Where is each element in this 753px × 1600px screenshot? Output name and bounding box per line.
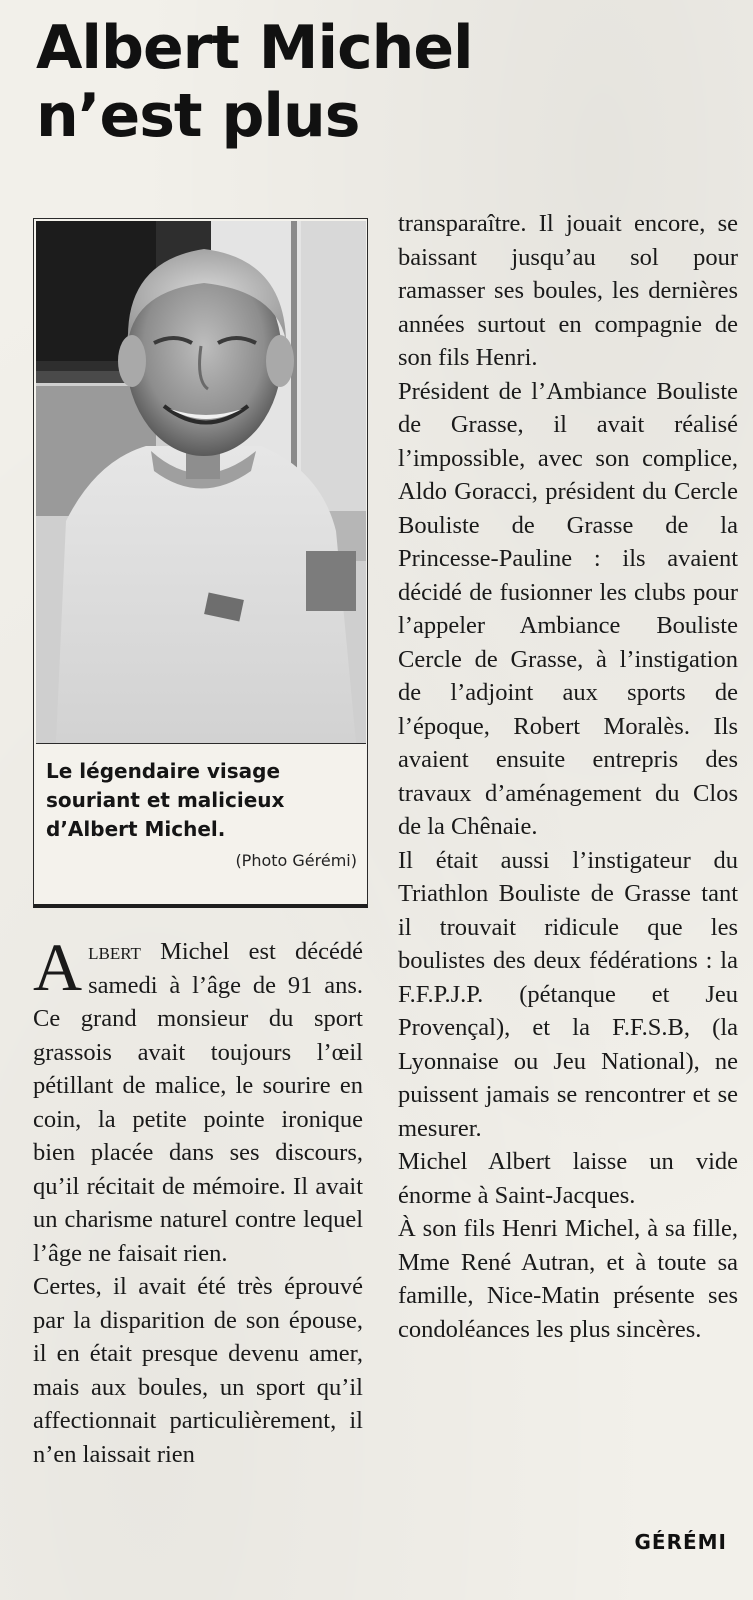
- headline-line-2: n’est plus: [36, 81, 360, 151]
- photo-box: [33, 218, 368, 908]
- photo-credit: (Photo Gérémi): [235, 851, 357, 870]
- headline-line-1: Albert Michel: [36, 13, 473, 83]
- author-signature: GÉRÉMI: [634, 1530, 727, 1554]
- article-paragraph-6: À son fils Henri Michel, à sa fille, Mme René Autran, et à toute sa famille, Nice-Matin présente ses condoléances les plus sincères.: [398, 1215, 738, 1343]
- article-paragraph-2-continued: transparaître. Il jouait encore, se baissant jusqu’au sol pour ramasser ses boules, les dernières années surtout en compagnie de son fils Henri.: [398, 210, 738, 371]
- article-column-right: [398, 207, 738, 1346]
- article-paragraph-2: Certes, il avait été très éprouvé par la disparition de son épouse, il en était presque devenu amer, mais aux boules, un sport qu’il affectionnait particulièrement, il n’en laissait rien: [33, 1273, 363, 1468]
- drop-cap: A: [33, 929, 83, 1005]
- lead-word: lbert: [88, 938, 141, 965]
- photo-caption: Le légendaire visage souriant et malicieux d’Albert Michel.: [46, 759, 285, 841]
- article-column-left: [33, 929, 363, 1471]
- paragraph-1-text: Michel est décédé samedi à l’âge de 91 ans. Ce grand monsieur du sport grassois avait toujours l’œil pétillant de malice, le sourire en coin, la petite pointe ironique bien placée dans ses discours, qu’il récitait de mémoire. Il avait un charisme naturel contre lequel l’âge ne faisait rien.: [33, 938, 363, 1267]
- article-paragraph-1: [33, 929, 363, 1270]
- article-paragraph-5: Michel Albert laisse un vide énorme à Saint-Jacques.: [398, 1148, 738, 1209]
- article-paragraph-4: Il était aussi l’instigateur du Triathlon Bouliste de Grasse tant il trouvait ridicule que les boulistes des deux fédérations : la F.F.P.J.P. (pétanque et Jeu Provençal), et la F.F.S.B, (la Lyonnaise ou Jeu National), ne puissent jamais se rencontrer et se mesurer.: [398, 846, 738, 1142]
- article-paragraph-3: Président de l’Ambiance Bouliste de Grasse, il avait réalisé l’impossible, avec son complice, Aldo Goracci, président du Cercle Bouliste de Grasse de la Princesse-Pauline : ils avaient décidé de fusionner les clubs pour l’appeler Ambiance Bouliste Cercle de Grasse, à l’instigation de l’adjoint aux sports de l’époque, Robert Moralès. Ils avaient ensuite entrepris des travaux d’aménagement du Clos de la Chênaie.: [398, 377, 738, 840]
- headline: [36, 14, 556, 150]
- portrait-photo: [36, 221, 366, 744]
